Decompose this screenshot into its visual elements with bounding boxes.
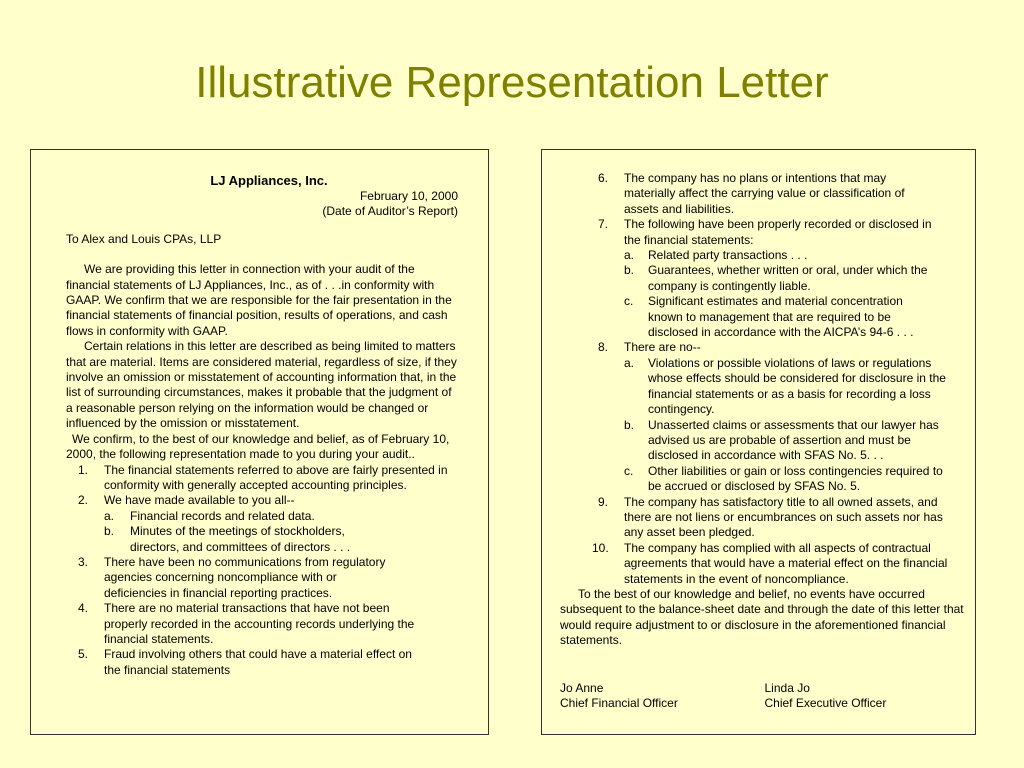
list-item (560, 171, 969, 217)
sub-item-text: Related party transactions . . . (648, 248, 808, 263)
sub-item-letter: a. (624, 355, 635, 370)
list-item-text: The company has satisfactory title to all owned assets, and there are not liens or encumbrances on such assets nor has any asset been pledged. (624, 494, 943, 540)
letter-date-note: (Date of Auditor’s Report) (322, 204, 458, 219)
signature-block (560, 681, 969, 712)
sub-list-item (560, 294, 969, 340)
list-item-number: 9. (598, 494, 609, 509)
list-item-text: The company has complied with all aspects of contractual agreements that would have a material effect on the financial statements in the event of noncompliance. (624, 540, 948, 586)
company-name: LJ Appliances, Inc. (210, 173, 328, 188)
list-item-text: The financial statements referred to above are fairly presented in conformity with generally accepted accounting principles. (104, 462, 448, 492)
signatory-title: Chief Financial Officer (560, 696, 678, 710)
letter-date: February 10, 2000 (359, 189, 458, 203)
sub-list-item (560, 464, 969, 495)
addressee: To Alex and Louis CPAs, LLP (66, 231, 222, 246)
list-item-text: The company has no plans or intentions that may materially affect the carrying value or classification of assets and liabilities. (624, 171, 905, 216)
list-item-number: 5. (78, 647, 89, 662)
sub-item-text: Financial records and related data. (130, 508, 315, 523)
sub-item-text: Significant estimates and material concentration known to management that are required to be disclosed in accordance with the AICPA’s 94-6 . . . (648, 294, 914, 340)
list-item-number: 3. (78, 554, 89, 569)
list-item-text: We have made available to you all-- (104, 493, 295, 508)
sub-list-item (560, 418, 969, 464)
paragraph-intro: We are providing this letter in connection with your audit of the financial statements of LJ Appliances, Inc., as of . . .in conformity with GAAP. We confirm that we are responsible for the fair presentation in the financial statements of financial position, results of operations, and cash flows in conformity with GAAP. (66, 262, 452, 338)
list-item-number: 4. (78, 601, 89, 616)
list-item (66, 463, 458, 494)
closing-paragraph: To the best of our knowledge and belief, no events have occurred subsequent to the balance-sheet date and through the date of this letter that would require adjustment to or disclosure in the aforementioned financial statements. (560, 586, 964, 648)
signatory-ceo (765, 681, 970, 712)
sub-list-item (66, 509, 458, 524)
sub-item-text: Guarantees, whether written or oral, under which the company is contingently liable. (648, 263, 928, 293)
list-item (66, 601, 458, 647)
list-item (560, 340, 969, 355)
sub-list-item (560, 248, 969, 263)
slide-title: Illustrative Representation Letter (195, 58, 829, 107)
list-item-number: 1. (78, 462, 89, 477)
list-item-text: There are no-- (624, 340, 701, 355)
signatory-title: Chief Executive Officer (764, 696, 887, 710)
sub-item-text: Other liabilities or gain or loss contingencies required to be accrued or disclosed by SFAS No. 5. (648, 463, 943, 494)
sub-list-item (66, 524, 458, 555)
paragraph-materiality: Certain relations in this letter are described as being limited to matters that are material. Items are considered material, regardless of size, if they involve an omission or misstatement of accounting information that, in the list of surrounding circumstances, makes it probable that the judgment of a reasonable person relying on the information would be changed or influenced by the omission or misstatement. (66, 339, 457, 431)
letter-page-right (541, 149, 976, 735)
sub-item-letter: a. (104, 508, 115, 523)
sub-list-item (560, 356, 969, 418)
list-item-number: 10. (592, 540, 609, 555)
list-item-number: 8. (598, 340, 609, 355)
sub-item-letter: c. (624, 463, 634, 478)
signatory-cfo (560, 681, 765, 712)
list-item (560, 541, 969, 587)
sub-item-text: Unasserted claims or assessments that our lawyer has advised us are probable of assertion and must be disclosed in accordance with SFAS No. 5. . . (648, 417, 939, 463)
list-item (66, 493, 458, 508)
list-item (66, 555, 458, 601)
list-item-number: 7. (598, 217, 609, 232)
sub-item-letter: b. (104, 524, 115, 539)
list-item (560, 495, 969, 541)
sub-item-letter: c. (624, 294, 634, 309)
list-item-number: 2. (78, 493, 89, 508)
letter-page-left (30, 149, 489, 735)
sub-list-item (560, 263, 969, 294)
signatory-name: Linda Jo (764, 680, 810, 695)
list-item-text: The following have been properly recorded or disclosed in the financial statements: (624, 217, 932, 247)
signatory-name: Jo Anne (560, 680, 604, 695)
sub-item-letter: b. (624, 417, 635, 432)
list-item (560, 217, 969, 248)
list-item-text: There have been no communications from regulatory agencies concerning noncompliance with or deficiencies in financial reporting practices. (104, 554, 386, 600)
sub-item-text: Minutes of the meetings of stockholders, directors, and committees of directors . . . (130, 524, 351, 554)
sub-item-text: Violations or possible violations of laws or regulations whose effects should be considered for disclosure in the financial statements or as a basis for recording a loss contingency. (648, 355, 946, 417)
sub-item-letter: a. (624, 248, 635, 263)
list-item-number: 6. (598, 171, 609, 185)
list-item-text: Fraud involving others that could have a material effect on the financial statements (104, 647, 412, 677)
list-item-text: There are no material transactions that have not been properly recorded in the accounting records underlying the financial statements. (104, 601, 415, 646)
sub-item-letter: b. (624, 263, 635, 278)
paragraph-confirmation: We confirm, to the best of our knowledge and belief, as of February 10, 2000, the following representation made to you during your audit.. (66, 431, 450, 462)
list-item (66, 647, 458, 678)
